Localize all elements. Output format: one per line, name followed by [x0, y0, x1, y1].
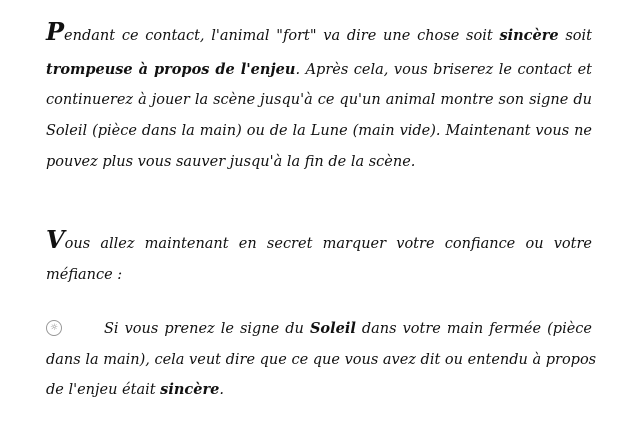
bold-text: sincère [499, 27, 559, 44]
drop-cap: P [46, 17, 65, 46]
text: dans votre main fermée (pièce [355, 321, 592, 337]
text-line [46, 17, 592, 46]
text-line: méfiance : [46, 267, 123, 283]
text-line: Soleil (pièce dans la main) ou de la Lune (main vide). Maintenant vous ne [46, 123, 592, 139]
drop-cap: V [46, 225, 65, 254]
text-line [104, 319, 592, 339]
text-line: continuerez à jouer la scène jusqu'à ce qu'un animal montre son signe du [46, 92, 592, 108]
text: endant ce contact, l'animal "fort" va dire une chose soit [64, 28, 500, 44]
text-line [46, 380, 592, 400]
text-line [46, 225, 592, 254]
text-line: pouvez plus vous sauver jusqu'à la fin de la scène. [46, 154, 416, 170]
text: de l'enjeu était [46, 382, 161, 398]
text: . Après cela, vous briserez le contact et [295, 62, 593, 78]
text: ous allez maintenant en secret marquer votre confiance ou votre [64, 236, 592, 252]
bold-text: trompeuse à propos de l'enjeu [46, 61, 296, 78]
text-line [46, 60, 592, 80]
bold-text: sincère [160, 381, 220, 398]
text: Si vous prenez le signe du [104, 321, 310, 337]
text: . [219, 382, 224, 398]
text: soit [558, 28, 592, 44]
sun-bullet-icon: ☼ [46, 320, 62, 336]
text-line: dans la main), cela veut dire que ce que vous avez dit ou entendu à propos [46, 352, 597, 368]
bold-text: Soleil [309, 320, 356, 337]
